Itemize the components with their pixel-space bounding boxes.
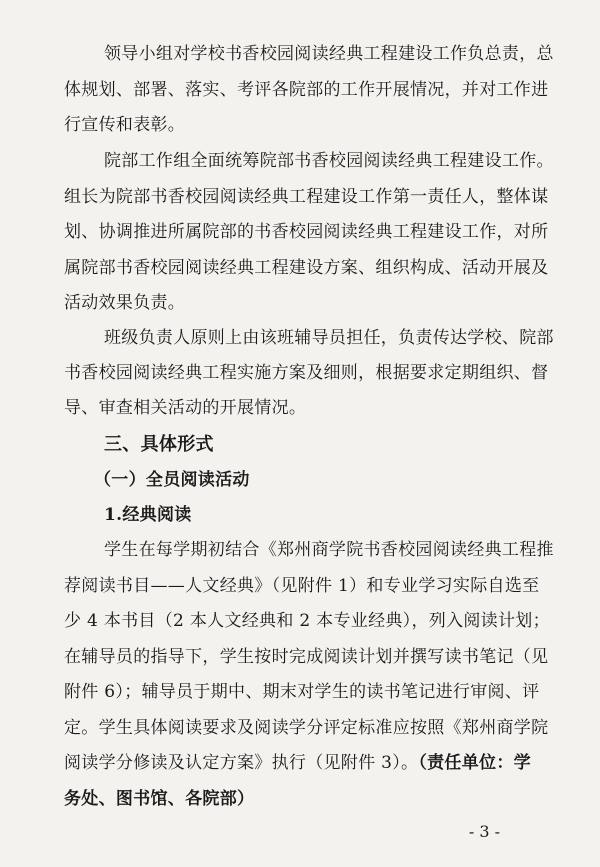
page-number: - 3 - (468, 822, 500, 841)
responsible-unit-label: （责任单位：学 (418, 753, 531, 773)
para1-line1: 领导小组对学校书香校园阅读经典工程建设工作负总责，总 (104, 44, 554, 64)
para1-line2: 体规划、部署、落实、考评各院部的工作开展情况，并对工作进 (64, 80, 549, 100)
para4-line7-normal: 阅读学分修读及认定方案》执行（见附件 3）。 (64, 753, 419, 773)
subsection-heading: （一）全员阅读活动 (94, 470, 250, 490)
para1-line3: 行宣传和表彰。 (64, 115, 186, 135)
para3-line3: 导、审查相关活动的开展情况。 (64, 398, 307, 418)
para4-line2: 荐阅读书目——人文经典》（见附件 1）和专业学习实际自选至 (64, 576, 540, 596)
item-heading: 1.经典阅读 (104, 505, 192, 525)
para4-line7 (64, 752, 531, 774)
para2-line4: 属院部书香校园阅读经典工程建设方案、组织构成、活动开展及 (64, 258, 549, 278)
para3-line1: 班级负责人原则上由该班辅导员担任，负责传达学校、院部 (104, 328, 554, 348)
para4-line4: 在辅导员的指导下，学生按时完成阅读计划并撰写读书笔记（见 (64, 647, 549, 667)
para4-line3: 少 4 本书目（2 本人文经典和 2 本专业经典），列入阅读计划； (64, 611, 550, 631)
para2-line1: 院部工作组全面统筹院部书香校园阅读经典工程建设工作。 (104, 151, 554, 171)
para4-line5: 附件 6）；辅导员于期中、期末对学生的读书笔记进行审阅、评 (64, 682, 540, 702)
responsible-units: 务处、图书馆、各院部） (64, 789, 255, 809)
para4-line6: 定。学生具体阅读要求及阅读学分评定标准应按照《郑州商学院 (64, 718, 549, 738)
section-heading-3: 三、具体形式 (104, 434, 214, 455)
para4-line1: 学生在每学期初结合《郑州商学院书香校园阅读经典工程推 (104, 540, 554, 560)
para2-line3: 划、协调推进所属院部的书香校园阅读经典工程建设工作，对所 (64, 222, 549, 242)
para2-line2: 组长为院部书香校园阅读经典工程建设工作第一责任人，整体谋 (64, 187, 549, 207)
para3-line2: 书香校园阅读经典工程实施方案及细则，根据要求定期组织、督 (64, 363, 549, 383)
para2-line5: 活动效果负责。 (64, 293, 186, 313)
